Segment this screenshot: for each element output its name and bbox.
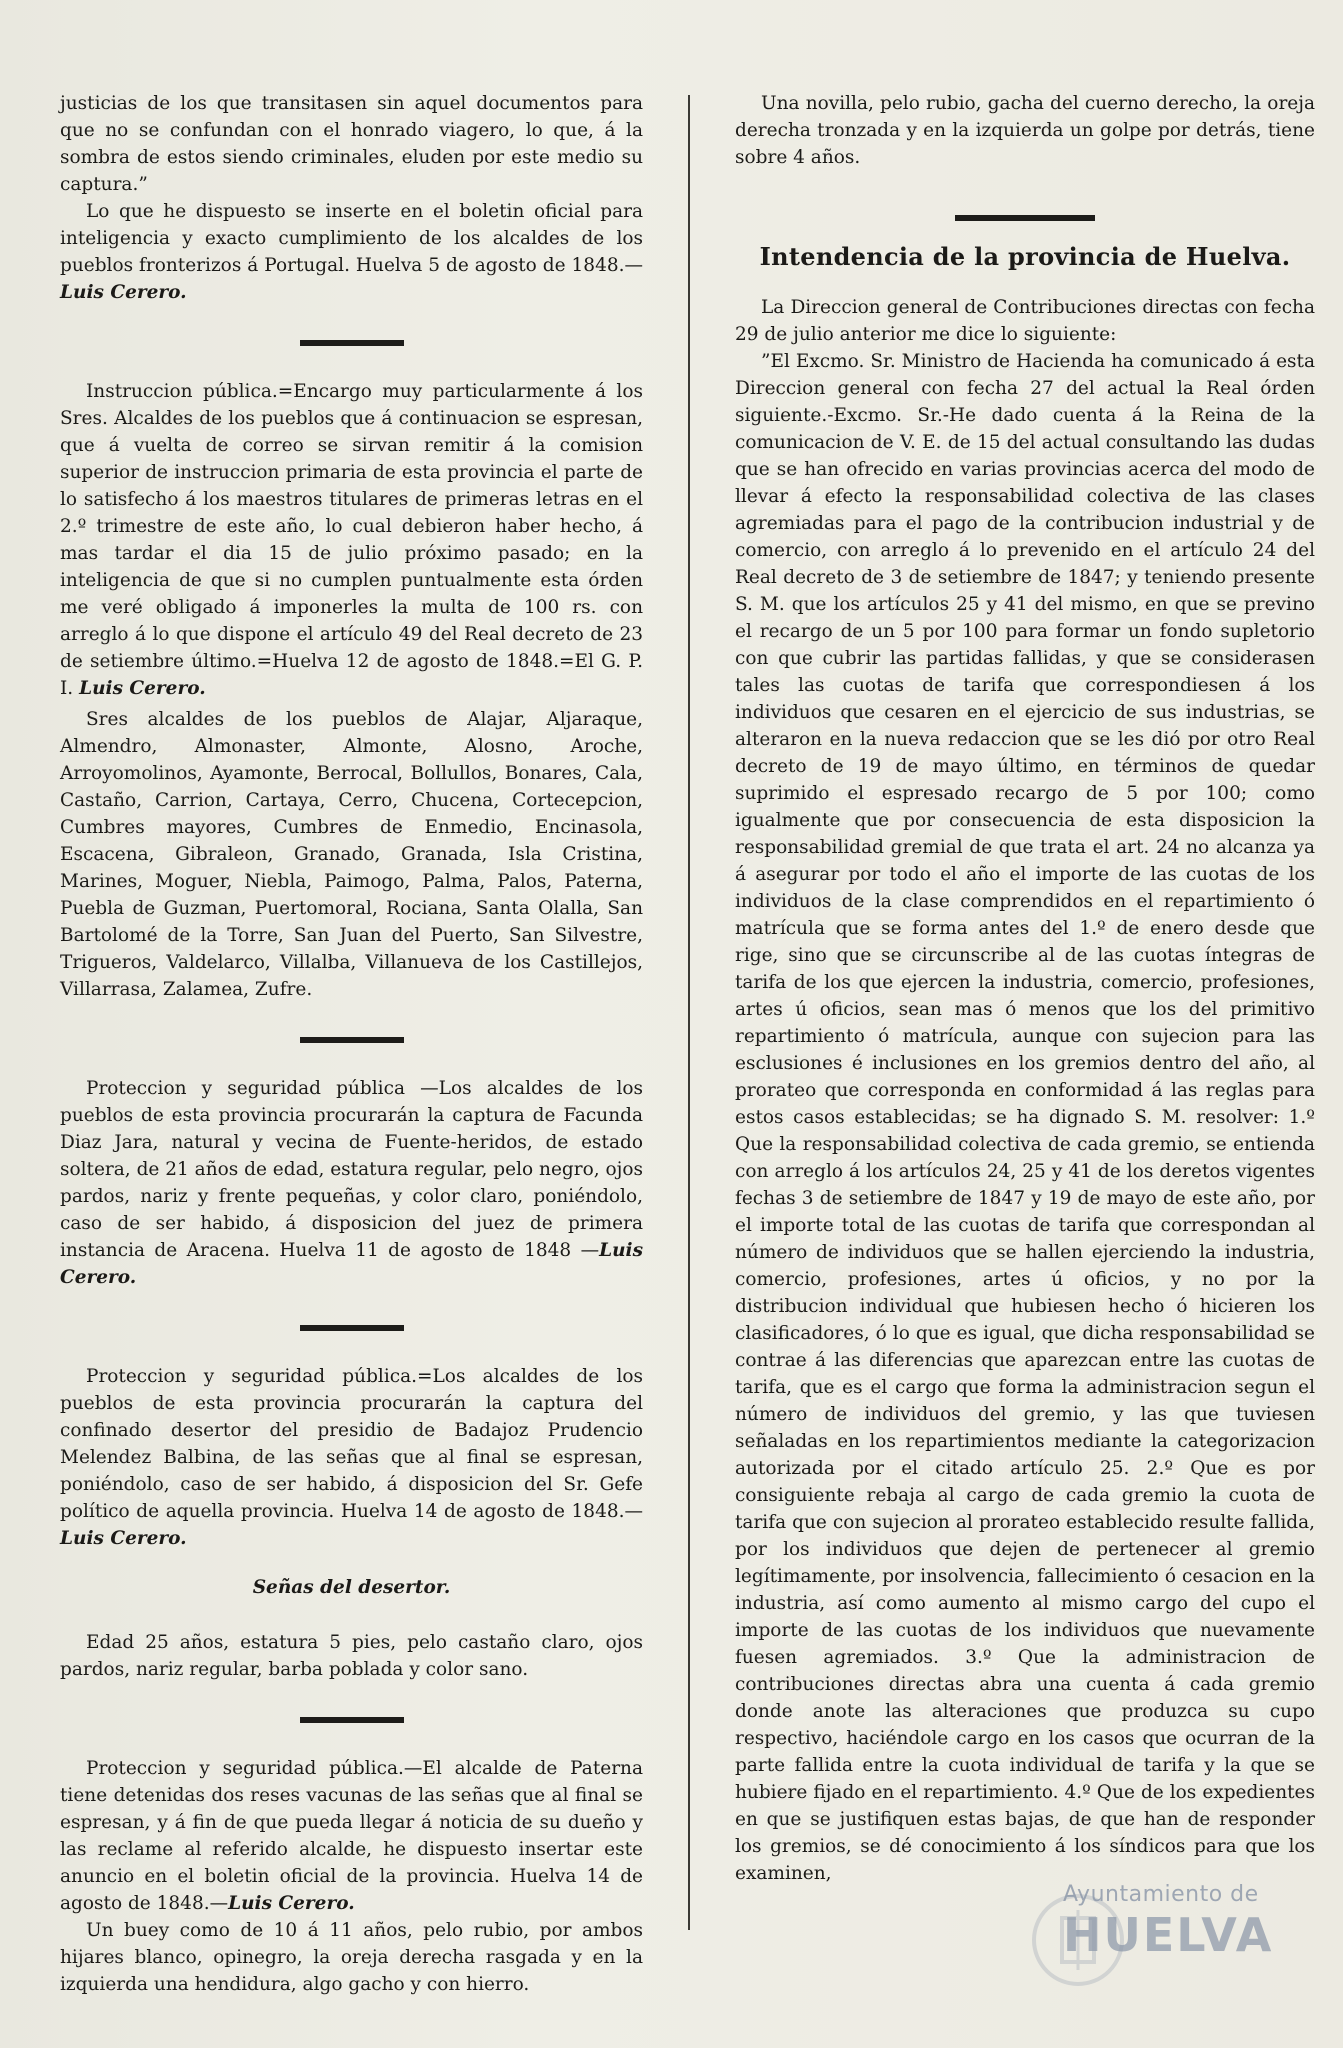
signature: Luis Cerero. — [228, 1893, 355, 1914]
section-divider — [300, 1325, 404, 1331]
paragraph-real-orden: ”El Excmo. Sr. Ministro de Hacienda ha comunicado á esta Direccion general con fecha 27 del actual la Real órden siguiente.-Excmo. Sr.-He dado cuenta á la Reina de la comunicacion de V. E. de 15 del actual consultando las dudas que se han ofrecido en varias provincias acerca del modo de llevar á efecto la responsabilidad colectiva de las clases agremiadas para el pago de la contribucion industrial y de comercio, con arreglo á lo prevenido en el artículo 24 del Real decreto de 3 de setiembre de 1847; y teniendo presente S. M. que los artículos 25 y 41 del mismo, en que se previno el recargo de un 5 por 100 para formar un fondo supletorio con que cubrir las partidas fallidas, y que se considerasen tales las cuotas de tarifa que correspondiesen á los individuos que cesaren en el ejercicio de sus industrias, se alteraron en la nueva redaccion que se les dió por otro Real decreto de 19 de mayo último, en términos de quedar suprimido el espresado recargo de 5 por 100; como igualmente que por consecuencia de esta disposicion la responsabilidad gremial de que trata el art. 24 no alcanza ya á asegurar por todo el año el importe de las cuotas de los individuos de la clase comprendidos en el repartimiento ó matrícula que se forma antes del 1.º de enero desde que rige, sino que se circunscribe al de las cuotas íntegras de tarifa de los que ejercen la industria, comercio, profesiones, artes ú oficios, sean mas ó menos que los del primitivo repartimiento ó matrícula, aunque con sujecion para las esclusiones é inclusiones en los gremios dentro del año, al prorateo que corresponda en conformidad á las reglas para estos casos establecidas; se ha dignado S. M. resolver: 1.º Que la responsabilidad colectiva de cada gremio, se entienda con arreglo á los artículos 24, 25 y 41 de los deretos vigentes fechas 3 de setiembre de 1847 y 19 de mayo de este año, por el importe total de las cuotas de tarifa que correspondan al número de individuos que se hallen ejerciendo la industria, comercio, profesiones, artes ú oficios, y no por la distribucion individual que hubiesen hecho ó hicieren los clasificadores, ó lo que es igual, que dicha responsabilidad se contrae á las diferencias que aparezcan entre las cuotas de tarifa, que es el cargo que forma la administracion segun el número de individuos del gremio, y las que tuviesen señaladas en los repartimientos mediante la categorizacion autorizada por el citado artículo 25. 2.º Que es por consiguiente rebaja al cargo de cada gremio la cuota de tarifa que con sujecion al prorateo establecido resulte fallida, por los individuos que dejen de pertenecer al gremio legítimamente, por insolvencia, fallecimiento ó cesacion en la industria, así como aumento al mismo cargo del cupo el importe de las cuotas de los individuos que nuevamente fuesen agremiados. 3.º Que la administracion de contribuciones directas abra una cuenta á cada gremio donde anote las alteraciones que produzca su cupo respectivo, haciéndole cargo en los casos que ocurran de la parte fallida entre la cuota individual de tarifa y la que se hubiere fijado en el repartimiento. 4.º Que de los expedientes en que se justifiquen estas bajas, de que han de responder los gremios, se dé conocimiento á los síndicos para que los examinen, — [735, 351, 1315, 1884]
right-column — [735, 90, 1315, 1887]
left-column — [60, 90, 643, 1998]
signature: Luis Cerero. — [60, 282, 187, 303]
desertor-subheading: Señas del desertor. — [252, 1577, 451, 1598]
paragraph-fronterizos — [60, 198, 643, 306]
paragraph-proteccion-facunda — [60, 1075, 643, 1291]
paragraph-proteccion-reses — [60, 1755, 643, 1917]
section-divider — [300, 1037, 404, 1043]
watermark-text-line2: HUELVA — [1063, 1908, 1274, 1962]
paragraph-desertor-details: Edad 25 años, estatura 5 pies, pelo castaño claro, ojos pardos, nariz regular, barba poblada y color sano. — [60, 1632, 643, 1680]
paragraph-proteccion-desertor — [60, 1363, 643, 1552]
signature: Luis Cerero. — [60, 1240, 643, 1288]
paragraph-fronterizos-text: Lo que he dispuesto se inserte en el boletin oficial para inteligencia y exacto cumplimiento de los alcaldes de los pueblos fronterizos á Portugal. Huelva 5 de agosto de 1848.— — [60, 201, 643, 276]
section-divider — [300, 340, 404, 346]
proteccion-desertor-text: Proteccion y seguridad pública.=Los alcaldes de los pueblos de esta provincia procurarán la captura del confinado desertor del presidio de Badajoz Prudencio Melendez Balbina, de las señas que al final se espresan, poniéndolo, caso de ser habido, á disposicion del Sr. Gefe político de aquella provincia. Huelva 14 de agosto de 1848.— — [60, 1366, 643, 1522]
signature: Luis Cerero. — [60, 1528, 187, 1549]
paragraph-town-list: Sres alcaldes de los pueblos de Alajar, Aljaraque, Almendro, Almonaster, Almonte, Alosno, Aroche, Arroyomolinos, Ayamonte, Berrocal, Bollullos, Bonares, Cala, Castaño, Carrion, Cartaya, Cerro, Chucena, Cortecepcion, Cumbres mayores, Cumbres de Enmedio, Encinasola, Escacena, Gibraleon, Granado, Granada, Isla Cristina, Marines, Moguer, Niebla, Paimogo, Palma, Palos, Paterna, Puebla de Guzman, Puertomoral, Rociana, Santa Olalla, San Bartolomé de la Torre, San Juan del Puerto, San Silvestre, Trigueros, Valdelarco, Villalba, Villanueva de los Castillejos, Villarrasa, Zalamea, Zufre. — [60, 709, 643, 1000]
paragraph-buey: Un buey como de 10 á 11 años, pelo rubio, por ambos hijares blanco, opinegro, la oreja derecha rasgada y en la izquierda una hendidura, algo gacho y con hierro. — [60, 1920, 643, 1995]
paragraph-novilla: Una novilla, pelo rubio, gacha del cuerno derecho, la oreja derecha tronzada y en la izquierda un golpe por detrás, tiene sobre 4 años. — [735, 93, 1315, 168]
signature: Luis Cerero. — [79, 678, 206, 699]
section-divider — [300, 1717, 404, 1723]
section-divider — [955, 215, 1095, 221]
proteccion-reses-text: Proteccion y seguridad pública.—El alcalde de Paterna tiene detenidas dos reses vacunas de las señas que al final se espresan, y á fin de que pueda llegar á noticia de su dueño y las reclame al referido alcalde, he dispuesto insertar este anuncio en el boletin oficial de la provincia. Huelva 14 de agosto de 1848.— — [60, 1758, 643, 1914]
section-heading-intendencia: Intendencia de la provincia de Huelva. — [759, 242, 1291, 271]
paragraph-instruccion-publica — [60, 378, 643, 702]
proteccion-facunda-text: Proteccion y seguridad pública —Los alcaldes de los pueblos de esta provincia procurarán la captura de Facunda Diaz Jara, natural y vecina de Fuente-heridos, de estado soltera, de 21 años de edad, estatura regular, pelo negro, ojos pardos, nariz y frente pequeñas, y color claro, poniéndolo, caso de ser habido, á disposicion del juez de primera instancia de Aracena. Huelva 11 de agosto de 1848 — — [60, 1078, 643, 1261]
watermark-text-line1: Ayuntamiento de — [1063, 1882, 1259, 1907]
column-rule — [688, 95, 690, 1930]
paragraph-justicias: justicias de los que transitasen sin aquel documentos para que no se confundan con el honrado viagero, lo que, á la sombra de estos siendo criminales, eluden por este medio su captura.” — [60, 93, 643, 195]
instruccion-text: Instruccion pública.=Encargo muy particularmente á los Sres. Alcaldes de los pueblos que á continuacion se espresan, que á vuelta de correo se sirvan remitir á la comision superior de instruccion primaria de esta provincia el parte de lo satisfecho á los maestros titulares de primeras letras en el 2.º trimestre de este año, lo cual debieron haber hecho, á mas tardar el dia 15 de julio próximo pasado; en la inteligencia de que si no cumplen puntualmente esta órden me veré obligado á imponerles la multa de 100 rs. con arreglo á lo que dispone el artículo 49 del Real decreto de 23 de setiembre último.=Huelva 12 de agosto de 1848.=El G. P. I. — [60, 381, 643, 699]
paragraph-intro: La Direccion general de Contribuciones directas con fecha 29 de julio anterior me dice lo siguiente: — [735, 297, 1315, 345]
